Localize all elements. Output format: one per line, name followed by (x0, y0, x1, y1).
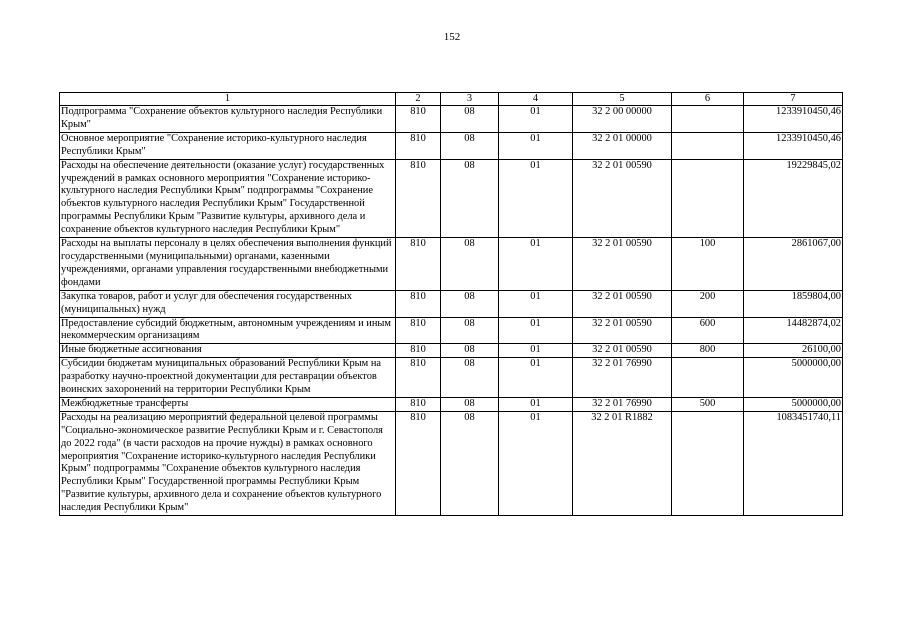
column-header: 7 (744, 93, 843, 106)
table-row (60, 159, 843, 237)
column-header: 1 (60, 93, 396, 106)
row-col5: 32 2 01 76990 (573, 397, 672, 411)
row-col5: 32 2 01 00590 (573, 317, 672, 344)
row-col2: 810 (396, 106, 441, 133)
row-col5: 32 2 01 00590 (573, 159, 672, 237)
column-header: 6 (672, 93, 744, 106)
row-col4: 01 (499, 159, 573, 237)
row-col2: 810 (396, 397, 441, 411)
row-col5: 32 2 01 R1882 (573, 411, 672, 515)
row-name: Иные бюджетные ассигнования (60, 344, 396, 358)
row-col3: 08 (441, 317, 499, 344)
row-name: Расходы на обеспечение деятельности (оказание услуг) государственных учреждений в рамках основного мероприятия "Сохранение историко-культурного наследия Республики Крым" подпрограммы "Сохранение объектов культурного наследия Республики Крым" Государственной программы Республики Крым "Развитие культуры, архивного дела и сохранение объектов культурного наследия Республики Крым" (60, 159, 396, 237)
row-col4: 01 (499, 411, 573, 515)
row-amount: 14482874,02 (744, 317, 843, 344)
row-col2: 810 (396, 411, 441, 515)
row-col2: 810 (396, 317, 441, 344)
row-amount: 5000000,00 (744, 397, 843, 411)
row-col5: 32 2 01 76990 (573, 358, 672, 398)
row-col4: 01 (499, 238, 573, 291)
row-col2: 810 (396, 132, 441, 159)
column-header: 5 (573, 93, 672, 106)
row-col3: 08 (441, 159, 499, 237)
row-col4: 01 (499, 397, 573, 411)
row-col6 (672, 411, 744, 515)
page-number: 152 (443, 31, 461, 43)
row-col4: 01 (499, 317, 573, 344)
table-row (60, 290, 843, 317)
column-header: 3 (441, 93, 499, 106)
row-col5: 32 2 01 00590 (573, 290, 672, 317)
row-col3: 08 (441, 344, 499, 358)
row-amount: 2861067,00 (744, 238, 843, 291)
row-col3: 08 (441, 397, 499, 411)
row-col3: 08 (441, 106, 499, 133)
row-col6 (672, 106, 744, 133)
row-col3: 08 (441, 238, 499, 291)
row-amount: 1859804,00 (744, 290, 843, 317)
row-col6: 600 (672, 317, 744, 344)
row-amount: 1233910450,46 (744, 132, 843, 159)
row-col3: 08 (441, 132, 499, 159)
row-name: Межбюджетные трансферты (60, 397, 396, 411)
row-col2: 810 (396, 159, 441, 237)
row-col6 (672, 132, 744, 159)
row-amount: 5000000,00 (744, 358, 843, 398)
row-col6 (672, 159, 744, 237)
budget-table (59, 92, 843, 516)
row-col5: 32 2 01 00590 (573, 238, 672, 291)
column-header: 2 (396, 93, 441, 106)
table-row (60, 317, 843, 344)
row-name: Основное мероприятие "Сохранение историко-культурного наследия Республики Крым" (60, 132, 396, 159)
row-name: Расходы на выплаты персоналу в целях обеспечения выполнения функций государственными (муниципальными) органами, казенными учреждениями, органами управления государственными внебюджетными фондами (60, 238, 396, 291)
row-col6 (672, 358, 744, 398)
row-col6: 800 (672, 344, 744, 358)
row-col3: 08 (441, 358, 499, 398)
row-col4: 01 (499, 358, 573, 398)
row-col3: 08 (441, 411, 499, 515)
row-col6: 200 (672, 290, 744, 317)
row-name: Субсидии бюджетам муниципальных образований Республики Крым на разработку научно-проектной документации для реставрации объектов воинских захоронений на территории Республики Крым (60, 358, 396, 398)
row-col3: 08 (441, 290, 499, 317)
row-name: Подпрограмма "Сохранение объектов культурного наследия Республики Крым" (60, 106, 396, 133)
table-row (60, 397, 843, 411)
row-name: Расходы на реализацию мероприятий федеральной целевой программы "Социально-экономическое развитие Республики Крым и г. Севастополя до 2022 года" (в части расходов на прочие нужды) в рамках основного мероприятия "Сохранение историко-культурного наследия Республики Крым" подпрограммы "Сохранение объектов культурного наследия Республики Крым" Государственной программы Республики Крым "Развитие культуры, архивного дела и сохранение объектов культурного наследия Республики Крым" (60, 411, 396, 515)
row-col5: 32 2 01 00000 (573, 132, 672, 159)
table-row (60, 411, 843, 515)
row-col4: 01 (499, 290, 573, 317)
table-row (60, 132, 843, 159)
row-amount: 1233910450,46 (744, 106, 843, 133)
table-row (60, 358, 843, 398)
row-amount: 19229845,02 (744, 159, 843, 237)
row-col6: 500 (672, 397, 744, 411)
table-header-row (60, 93, 843, 106)
row-name: Предоставление субсидий бюджетным, автономным учреждениям и иным некоммерческим организациям (60, 317, 396, 344)
row-col2: 810 (396, 344, 441, 358)
row-col2: 810 (396, 290, 441, 317)
table-row (60, 238, 843, 291)
row-col2: 810 (396, 358, 441, 398)
table-row (60, 106, 843, 133)
row-amount: 1083451740,11 (744, 411, 843, 515)
row-col5: 32 2 00 00000 (573, 106, 672, 133)
column-header: 4 (499, 93, 573, 106)
row-col2: 810 (396, 238, 441, 291)
row-col5: 32 2 01 00590 (573, 344, 672, 358)
row-col4: 01 (499, 132, 573, 159)
row-name: Закупка товаров, работ и услуг для обеспечения государственных (муниципальных) нужд (60, 290, 396, 317)
row-col4: 01 (499, 106, 573, 133)
row-col4: 01 (499, 344, 573, 358)
row-amount: 26100,00 (744, 344, 843, 358)
table-row (60, 344, 843, 358)
row-col6: 100 (672, 238, 744, 291)
